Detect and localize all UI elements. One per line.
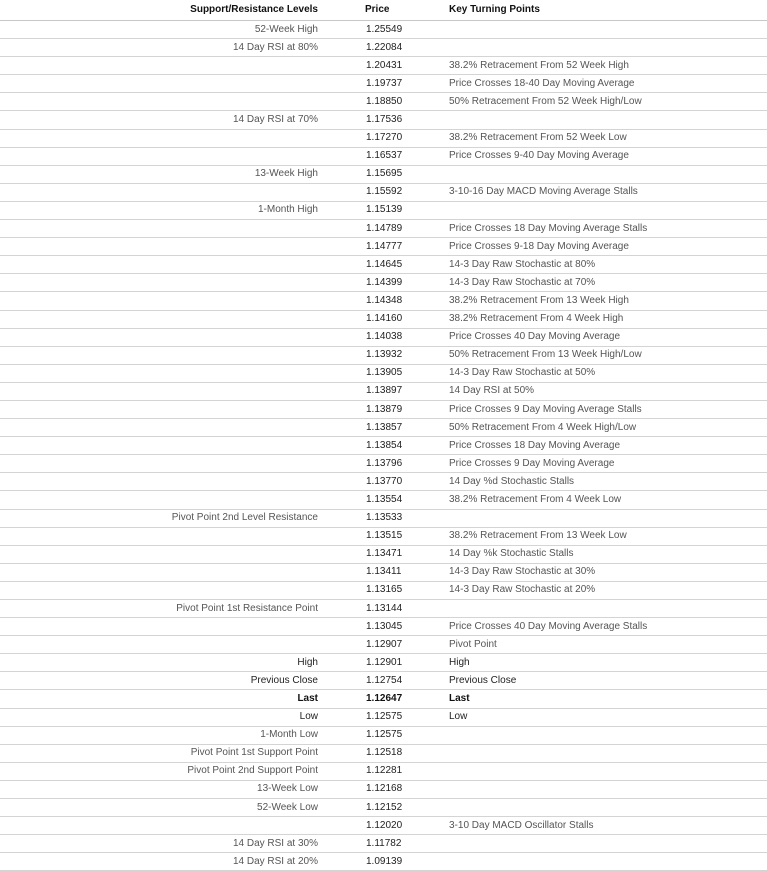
turning-point-cell: Pivot Point <box>444 636 767 654</box>
column-header-levels: Support/Resistance Levels <box>0 0 324 21</box>
price-cell: 1.12518 <box>324 744 444 762</box>
turning-point-cell: Previous Close <box>444 672 767 690</box>
table-row <box>0 672 767 690</box>
price-cell: 1.12901 <box>324 654 444 672</box>
table-row <box>0 147 767 165</box>
level-cell <box>0 292 324 310</box>
level-cell: 14 Day RSI at 20% <box>0 853 324 871</box>
table-header-row <box>0 0 767 21</box>
table-body <box>0 21 767 871</box>
price-cell: 1.12575 <box>324 726 444 744</box>
price-cell: 1.13796 <box>324 455 444 473</box>
level-cell: Previous Close <box>0 672 324 690</box>
level-cell <box>0 636 324 654</box>
price-cell: 1.20431 <box>324 57 444 75</box>
table-row <box>0 364 767 382</box>
table-row <box>0 346 767 364</box>
table-row <box>0 835 767 853</box>
turning-point-cell: 50% Retracement From 4 Week High/Low <box>444 419 767 437</box>
price-cell: 1.12754 <box>324 672 444 690</box>
turning-point-cell: Price Crosses 9-18 Day Moving Average <box>444 238 767 256</box>
level-cell <box>0 437 324 455</box>
price-cell: 1.13897 <box>324 382 444 400</box>
price-cell: 1.13554 <box>324 491 444 509</box>
level-cell <box>0 129 324 147</box>
level-cell <box>0 256 324 274</box>
table-row <box>0 310 767 328</box>
turning-point-cell: 38.2% Retracement From 13 Week High <box>444 292 767 310</box>
level-cell <box>0 147 324 165</box>
price-cell: 1.13533 <box>324 509 444 527</box>
level-cell <box>0 527 324 545</box>
price-cell: 1.13144 <box>324 600 444 618</box>
table-row <box>0 93 767 111</box>
turning-point-cell: Price Crosses 18 Day Moving Average <box>444 437 767 455</box>
level-cell: Low <box>0 708 324 726</box>
column-header-price: Price <box>324 0 444 21</box>
level-cell <box>0 491 324 509</box>
table-row <box>0 636 767 654</box>
price-cell: 1.14789 <box>324 220 444 238</box>
price-cell: 1.13905 <box>324 364 444 382</box>
turning-point-cell: Price Crosses 18-40 Day Moving Average <box>444 75 767 93</box>
table-row <box>0 618 767 636</box>
table-row <box>0 455 767 473</box>
table-row <box>0 545 767 563</box>
level-cell <box>0 382 324 400</box>
table-row <box>0 853 767 871</box>
level-cell: 14 Day RSI at 80% <box>0 39 324 57</box>
price-cell: 1.12575 <box>324 708 444 726</box>
turning-point-cell <box>444 509 767 527</box>
level-cell: Last <box>0 690 324 708</box>
turning-point-cell <box>444 835 767 853</box>
column-header-turning-points: Key Turning Points <box>444 0 767 21</box>
level-cell <box>0 563 324 581</box>
turning-point-cell: 14-3 Day Raw Stochastic at 70% <box>444 274 767 292</box>
level-cell <box>0 400 324 418</box>
turning-point-cell: 3-10-16 Day MACD Moving Average Stalls <box>444 183 767 201</box>
turning-point-cell <box>444 799 767 817</box>
table-row <box>0 201 767 219</box>
turning-point-cell: Low <box>444 708 767 726</box>
level-cell <box>0 238 324 256</box>
price-cell: 1.12152 <box>324 799 444 817</box>
price-cell: 1.14348 <box>324 292 444 310</box>
price-cell: 1.14645 <box>324 256 444 274</box>
level-cell <box>0 473 324 491</box>
turning-point-cell <box>444 600 767 618</box>
table-row <box>0 654 767 672</box>
level-cell <box>0 545 324 563</box>
price-cell: 1.18850 <box>324 93 444 111</box>
level-cell <box>0 220 324 238</box>
price-cell: 1.16537 <box>324 147 444 165</box>
level-cell <box>0 183 324 201</box>
price-cell: 1.13411 <box>324 563 444 581</box>
level-cell: 14 Day RSI at 70% <box>0 111 324 129</box>
turning-point-cell: 38.2% Retracement From 4 Week High <box>444 310 767 328</box>
turning-point-cell: 38.2% Retracement From 52 Week Low <box>444 129 767 147</box>
level-cell <box>0 310 324 328</box>
level-cell <box>0 581 324 599</box>
table-row <box>0 75 767 93</box>
level-cell <box>0 346 324 364</box>
table-row <box>0 328 767 346</box>
table-row <box>0 165 767 183</box>
turning-point-cell: Price Crosses 18 Day Moving Average Stalls <box>444 220 767 238</box>
level-cell: 52-Week High <box>0 21 324 39</box>
table-row <box>0 473 767 491</box>
turning-point-cell <box>444 726 767 744</box>
table-row <box>0 780 767 798</box>
price-cell: 1.22084 <box>324 39 444 57</box>
table-row <box>0 491 767 509</box>
level-cell <box>0 419 324 437</box>
turning-point-cell: 50% Retracement From 13 Week High/Low <box>444 346 767 364</box>
price-cell: 1.15139 <box>324 201 444 219</box>
level-cell <box>0 455 324 473</box>
price-cell: 1.13879 <box>324 400 444 418</box>
table-row <box>0 400 767 418</box>
level-cell: 13-Week Low <box>0 780 324 798</box>
turning-point-cell: Price Crosses 40 Day Moving Average <box>444 328 767 346</box>
price-cell: 1.25549 <box>324 21 444 39</box>
level-cell <box>0 274 324 292</box>
turning-point-cell <box>444 853 767 871</box>
price-cell: 1.12907 <box>324 636 444 654</box>
turning-point-cell <box>444 21 767 39</box>
level-cell <box>0 93 324 111</box>
level-cell <box>0 364 324 382</box>
table-row <box>0 57 767 75</box>
turning-point-cell: 14 Day RSI at 50% <box>444 382 767 400</box>
price-cell: 1.12020 <box>324 817 444 835</box>
table-row <box>0 708 767 726</box>
price-cell: 1.13045 <box>324 618 444 636</box>
price-cell: 1.14777 <box>324 238 444 256</box>
level-cell <box>0 817 324 835</box>
turning-point-cell: Price Crosses 9 Day Moving Average Stalls <box>444 400 767 418</box>
table-row <box>0 111 767 129</box>
turning-point-cell <box>444 780 767 798</box>
table-row <box>0 437 767 455</box>
turning-point-cell: Last <box>444 690 767 708</box>
table-row <box>0 292 767 310</box>
level-cell: 1-Month High <box>0 201 324 219</box>
table-row <box>0 527 767 545</box>
table-row <box>0 238 767 256</box>
table-row <box>0 563 767 581</box>
level-cell: 13-Week High <box>0 165 324 183</box>
table-row <box>0 256 767 274</box>
level-cell: Pivot Point 1st Resistance Point <box>0 600 324 618</box>
level-cell: 52-Week Low <box>0 799 324 817</box>
table-row <box>0 799 767 817</box>
price-cell: 1.11782 <box>324 835 444 853</box>
table-row <box>0 220 767 238</box>
level-cell <box>0 618 324 636</box>
price-cell: 1.17536 <box>324 111 444 129</box>
turning-point-cell: 50% Retracement From 52 Week High/Low <box>444 93 767 111</box>
table-row <box>0 21 767 39</box>
price-cell: 1.12281 <box>324 762 444 780</box>
turning-point-cell: 38.2% Retracement From 4 Week Low <box>444 491 767 509</box>
turning-point-cell <box>444 39 767 57</box>
price-cell: 1.19737 <box>324 75 444 93</box>
turning-point-cell: Price Crosses 9-40 Day Moving Average <box>444 147 767 165</box>
level-cell <box>0 57 324 75</box>
turning-point-cell <box>444 165 767 183</box>
table-row <box>0 382 767 400</box>
level-cell: 14 Day RSI at 30% <box>0 835 324 853</box>
turning-point-cell: Price Crosses 40 Day Moving Average Stalls <box>444 618 767 636</box>
price-cell: 1.14038 <box>324 328 444 346</box>
level-cell <box>0 75 324 93</box>
level-cell: High <box>0 654 324 672</box>
price-cell: 1.13165 <box>324 581 444 599</box>
level-cell: Pivot Point 1st Support Point <box>0 744 324 762</box>
table-row <box>0 762 767 780</box>
price-cell: 1.14160 <box>324 310 444 328</box>
price-cell: 1.12647 <box>324 690 444 708</box>
table-row <box>0 600 767 618</box>
price-cell: 1.15695 <box>324 165 444 183</box>
turning-point-cell <box>444 201 767 219</box>
price-cell: 1.13471 <box>324 545 444 563</box>
level-cell <box>0 328 324 346</box>
level-cell: Pivot Point 2nd Level Resistance <box>0 509 324 527</box>
table-row <box>0 581 767 599</box>
table-row <box>0 419 767 437</box>
price-cell: 1.14399 <box>324 274 444 292</box>
turning-point-cell: High <box>444 654 767 672</box>
turning-point-cell: Price Crosses 9 Day Moving Average <box>444 455 767 473</box>
level-cell: Pivot Point 2nd Support Point <box>0 762 324 780</box>
turning-point-cell: 38.2% Retracement From 13 Week Low <box>444 527 767 545</box>
price-cell: 1.13515 <box>324 527 444 545</box>
turning-point-cell: 38.2% Retracement From 52 Week High <box>444 57 767 75</box>
turning-point-cell: 14 Day %d Stochastic Stalls <box>444 473 767 491</box>
price-cell: 1.15592 <box>324 183 444 201</box>
turning-point-cell: 14-3 Day Raw Stochastic at 80% <box>444 256 767 274</box>
turning-point-cell <box>444 744 767 762</box>
table-row <box>0 744 767 762</box>
table-row <box>0 509 767 527</box>
price-cell: 1.13770 <box>324 473 444 491</box>
turning-point-cell: 14-3 Day Raw Stochastic at 20% <box>444 581 767 599</box>
table-row <box>0 726 767 744</box>
table-row <box>0 183 767 201</box>
price-cell: 1.13857 <box>324 419 444 437</box>
price-cell: 1.12168 <box>324 780 444 798</box>
level-cell: 1-Month Low <box>0 726 324 744</box>
table-row <box>0 817 767 835</box>
table-row <box>0 274 767 292</box>
turning-point-cell: 14 Day %k Stochastic Stalls <box>444 545 767 563</box>
price-cell: 1.09139 <box>324 853 444 871</box>
turning-point-cell: 3-10 Day MACD Oscillator Stalls <box>444 817 767 835</box>
price-cell: 1.17270 <box>324 129 444 147</box>
table-row <box>0 690 767 708</box>
table-row <box>0 39 767 57</box>
price-cell: 1.13932 <box>324 346 444 364</box>
table-row <box>0 129 767 147</box>
price-cell: 1.13854 <box>324 437 444 455</box>
turning-point-cell: 14-3 Day Raw Stochastic at 50% <box>444 364 767 382</box>
turning-point-cell <box>444 762 767 780</box>
turning-point-cell <box>444 111 767 129</box>
turning-point-cell: 14-3 Day Raw Stochastic at 30% <box>444 563 767 581</box>
